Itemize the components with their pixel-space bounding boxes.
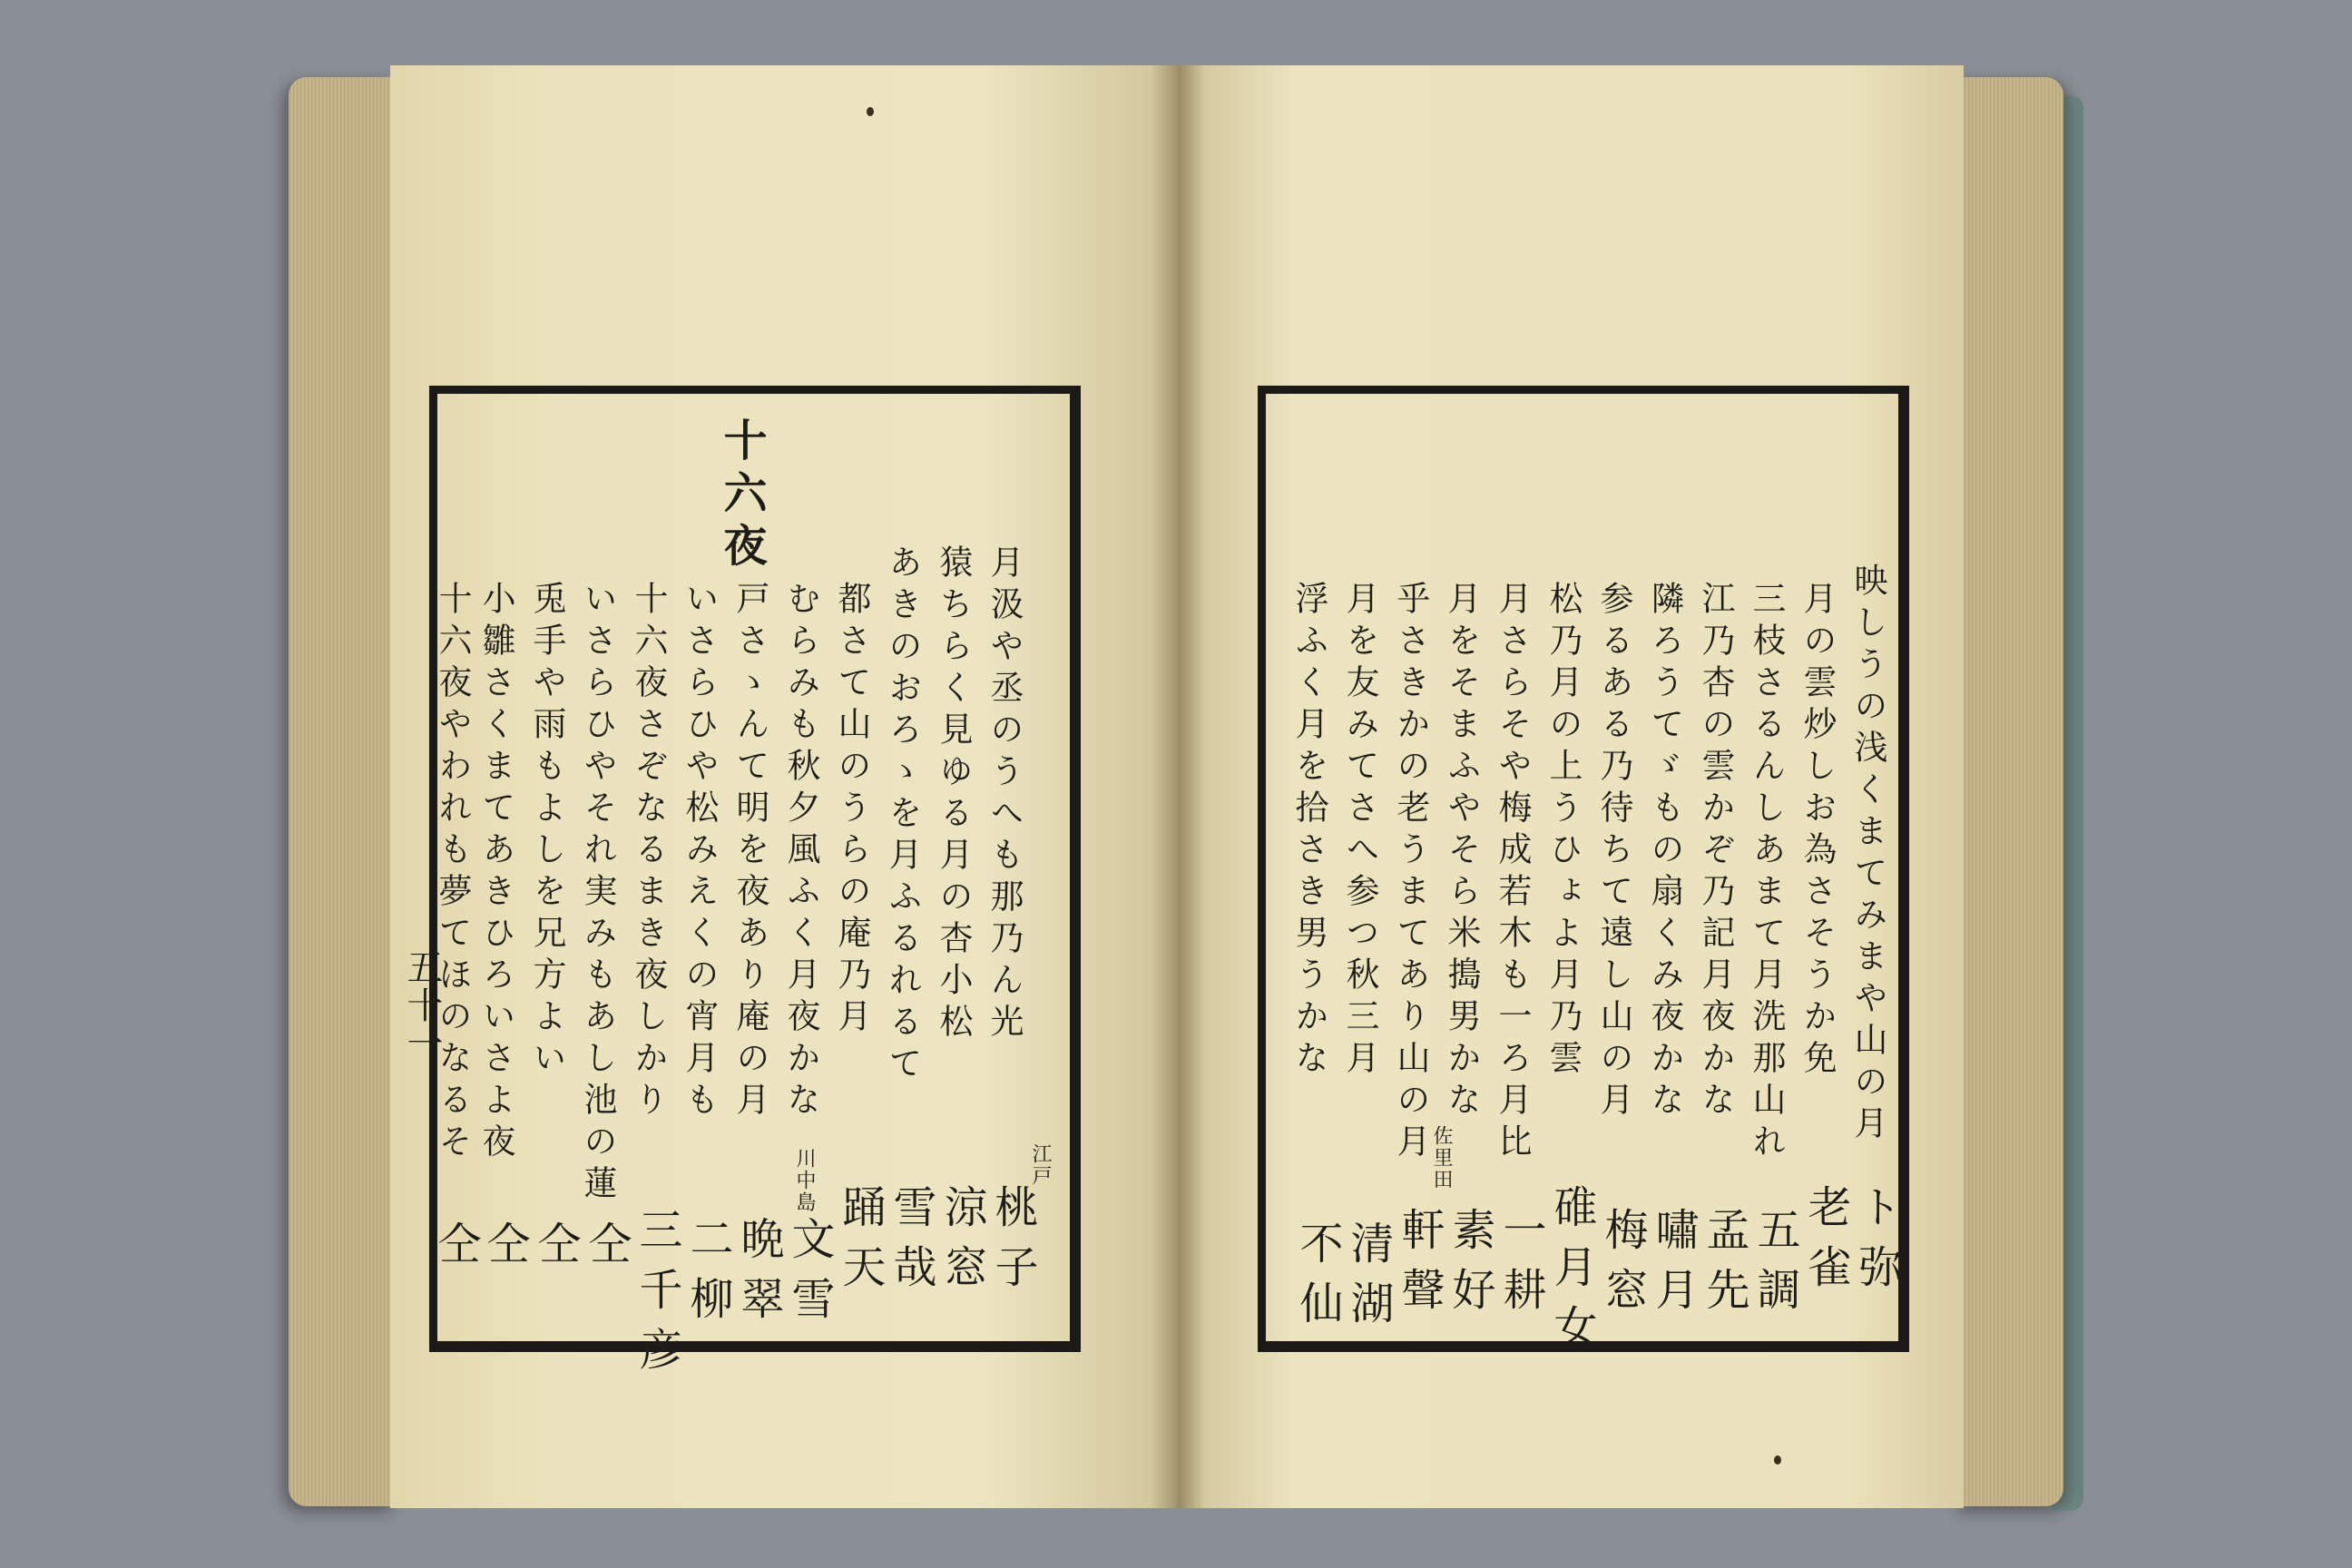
author-name: 雪哉: [886, 1184, 936, 1304]
verse-line: 月さらそや梅成若木も一ろ月比: [1493, 581, 1532, 1165]
verse-line: 江乃杏の雲かぞ乃記月夜かな: [1696, 581, 1735, 1123]
author-name: 二柳: [682, 1216, 733, 1336]
author-name: 五調: [1749, 1207, 1800, 1327]
paper-speck: [867, 107, 874, 116]
author-name: 碓月女: [1546, 1184, 1597, 1364]
verse-line: 参るある乃待ちて遠し山の月: [1594, 581, 1633, 1123]
verse-line: 十六夜さぞなるまき夜しかり: [629, 581, 668, 1123]
verse-line: いさらひやそれ実みもあし池の蓮: [578, 581, 617, 1207]
author-name: 仝: [581, 1220, 632, 1280]
verse-line: むらみも秋夕風ふく月夜かな: [781, 581, 820, 1123]
author-name: 三千彦: [632, 1207, 682, 1387]
verse-line: 乎さきかの老うまてあり山の月: [1391, 581, 1430, 1165]
author-name: 清湖: [1343, 1220, 1394, 1340]
author-name: ト弥: [1851, 1184, 1902, 1304]
verse-line: 戸さゝんて明を夜あり庵の月: [730, 581, 769, 1123]
verse-line: 映しうの浅くまてみまや山の月: [1848, 563, 1887, 1147]
author-name: 踊天: [835, 1184, 886, 1304]
place-note: 佐里田: [1430, 1125, 1453, 1191]
verse-line: 都さて山のうらの庵乃月: [832, 581, 871, 1040]
author-name: 梅窓: [1597, 1207, 1648, 1327]
page-number: 五十一: [401, 948, 443, 1063]
verse-line: あきのおろゝを月ふるれるて: [883, 544, 922, 1087]
verse-line: 月を友みてさへ参つ秋三月: [1340, 581, 1379, 1082]
author-name: 嘯月: [1648, 1207, 1699, 1327]
paper-speck: [1774, 1455, 1781, 1465]
book-gutter: [1151, 65, 1205, 1508]
author-name: 不仙: [1292, 1220, 1343, 1340]
place-note: 川中島: [793, 1148, 816, 1213]
author-name: 一耕: [1495, 1207, 1546, 1327]
place-note: 江戸: [1029, 1143, 1052, 1187]
author-name: 文雪: [784, 1216, 835, 1336]
verse-line: いさらひや松みえくの宵月も: [680, 581, 719, 1123]
author-name: 孟先: [1699, 1207, 1749, 1327]
page-edges-left: [289, 77, 396, 1506]
author-name: 仝: [479, 1220, 530, 1280]
verse-line: 猿ちらく見ゆる月の杏小松: [934, 544, 973, 1045]
author-name: 仝: [530, 1220, 581, 1280]
verse-line: 十六夜やわれも夢てほのなるそ: [433, 581, 472, 1165]
verse-line: 月の雲炒しお為さそうか免: [1798, 581, 1837, 1082]
verse-line: 松乃月の上うひょよ月乃雲: [1544, 581, 1583, 1082]
verse-line: 浮ふく月を拾さき男うかな: [1289, 581, 1328, 1082]
verse-line: 兎手や雨もよしを兄方よい: [527, 581, 566, 1082]
verse-line: 月汲や丞のうへも那乃ん光: [985, 544, 1024, 1045]
author-name: 桃子: [987, 1184, 1038, 1304]
author-name: 軒聲: [1394, 1207, 1445, 1327]
author-name: 晩翠: [733, 1216, 784, 1336]
verse-line: 小雛さくまてあきひろいさよ夜: [476, 581, 515, 1165]
section-heading: 十六夜: [716, 417, 767, 575]
author-name: 素好: [1445, 1207, 1495, 1327]
author-name: 涼窓: [936, 1184, 987, 1304]
author-name: 仝: [430, 1220, 481, 1280]
page-edges-right: [1953, 77, 2063, 1506]
author-name: 老雀: [1800, 1184, 1851, 1304]
verse-line: 月をそまふやそら米搗男かな: [1442, 581, 1481, 1123]
verse-line: 三枝さるんしあまて月洗那山れ: [1747, 581, 1786, 1165]
verse-line: 隣ろうてゞもの扇くみ夜かな: [1645, 581, 1684, 1123]
